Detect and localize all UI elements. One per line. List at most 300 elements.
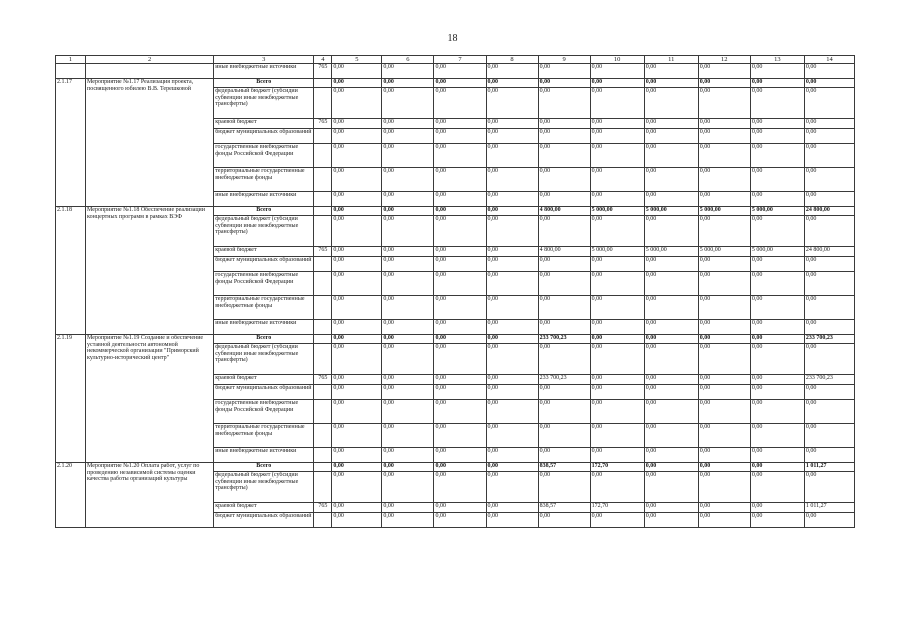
amount-cell: 5 000,00 bbox=[750, 247, 804, 257]
amount-cell: 0,00 bbox=[698, 335, 750, 344]
measure-name: Мероприятие №1.19 Создание и обеспечение уставной деятельности автономной некоммерческой организации "Приморский культурно-исторический центр" bbox=[86, 335, 214, 463]
amount-cell: 0,00 bbox=[538, 472, 590, 503]
amount-cell: 233 700,23 bbox=[538, 335, 590, 344]
amount-cell: 0,00 bbox=[486, 472, 538, 503]
funding-source: бюджет муниципальных образований bbox=[214, 385, 314, 400]
amount-cell: 5 000,00 bbox=[698, 207, 750, 216]
amount-cell: 0,00 bbox=[698, 64, 750, 79]
amount-cell: 0,00 bbox=[486, 192, 538, 207]
amount-cell: 5 000,00 bbox=[750, 207, 804, 216]
amount-cell: 0,00 bbox=[382, 272, 434, 296]
funding-source: краевой бюджет bbox=[214, 503, 314, 513]
amount-cell: 0,00 bbox=[750, 503, 804, 513]
column-number-cell: 9 bbox=[538, 56, 590, 64]
amount-cell: 0,00 bbox=[486, 513, 538, 528]
funding-source: территориальные государственные внебюджетные фонды bbox=[214, 168, 314, 192]
grbs-code bbox=[314, 472, 332, 503]
amount-cell: 0,00 bbox=[644, 375, 698, 385]
grbs-code bbox=[314, 272, 332, 296]
amount-cell: 0,00 bbox=[804, 513, 854, 528]
amount-cell: 0,00 bbox=[434, 216, 486, 247]
amount-cell: 0,00 bbox=[644, 129, 698, 144]
amount-cell: 0,00 bbox=[804, 448, 854, 463]
column-number-cell: 1 bbox=[56, 56, 86, 64]
amount-cell: 0,00 bbox=[698, 344, 750, 375]
amount-cell: 0,00 bbox=[382, 192, 434, 207]
amount-cell: 0,00 bbox=[538, 79, 590, 88]
amount-cell: 233 700,23 bbox=[804, 335, 854, 344]
amount-cell: 0,00 bbox=[538, 129, 590, 144]
amount-cell: 0,00 bbox=[434, 192, 486, 207]
amount-cell: 0,00 bbox=[804, 272, 854, 296]
grbs-code bbox=[314, 513, 332, 528]
measure-name bbox=[86, 64, 214, 79]
amount-cell: 0,00 bbox=[698, 144, 750, 168]
amount-cell: 172,70 bbox=[590, 463, 644, 472]
amount-cell: 0,00 bbox=[750, 424, 804, 448]
amount-cell: 0,00 bbox=[382, 296, 434, 320]
column-number-cell: 6 bbox=[382, 56, 434, 64]
amount-cell: 0,00 bbox=[698, 463, 750, 472]
amount-cell: 0,00 bbox=[332, 257, 382, 272]
amount-cell: 0,00 bbox=[750, 513, 804, 528]
amount-cell: 0,00 bbox=[434, 513, 486, 528]
grbs-code: 765 bbox=[314, 119, 332, 129]
amount-cell: 0,00 bbox=[698, 272, 750, 296]
measure-code: 2.1.17 bbox=[56, 79, 86, 207]
funding-source: федеральный бюджет (субсидии субвенции иные межбюджетные трансферты) bbox=[214, 216, 314, 247]
amount-cell: 0,00 bbox=[332, 168, 382, 192]
amount-cell: 0,00 bbox=[590, 129, 644, 144]
amount-cell: 4 800,00 bbox=[538, 247, 590, 257]
amount-cell: 0,00 bbox=[590, 448, 644, 463]
amount-cell: 0,00 bbox=[644, 192, 698, 207]
amount-cell: 0,00 bbox=[434, 472, 486, 503]
amount-cell: 0,00 bbox=[382, 375, 434, 385]
amount-cell: 0,00 bbox=[538, 296, 590, 320]
amount-cell: 0,00 bbox=[382, 385, 434, 400]
amount-cell: 0,00 bbox=[332, 463, 382, 472]
amount-cell: 0,00 bbox=[750, 296, 804, 320]
amount-cell: 0,00 bbox=[698, 448, 750, 463]
amount-cell: 0,00 bbox=[644, 144, 698, 168]
funding-source: федеральный бюджет (субсидии субвенции иные межбюджетные трансферты) bbox=[214, 472, 314, 503]
amount-cell: 0,00 bbox=[434, 463, 486, 472]
amount-cell: 0,00 bbox=[590, 424, 644, 448]
amount-cell: 0,00 bbox=[538, 144, 590, 168]
amount-cell: 0,00 bbox=[382, 400, 434, 424]
amount-cell: 0,00 bbox=[382, 503, 434, 513]
amount-cell: 0,00 bbox=[538, 88, 590, 119]
amount-cell: 0,00 bbox=[434, 144, 486, 168]
amount-cell: 0,00 bbox=[434, 375, 486, 385]
grbs-code bbox=[314, 448, 332, 463]
grbs-code: 765 bbox=[314, 64, 332, 79]
amount-cell: 0,00 bbox=[698, 79, 750, 88]
measure-name: Мероприятие №1.17 Реализация проекта, посвященного юбилею В.В. Терешковой bbox=[86, 79, 214, 207]
column-number-cell: 7 bbox=[434, 56, 486, 64]
amount-cell: 0,00 bbox=[332, 119, 382, 129]
measure-code: 2.1.19 bbox=[56, 335, 86, 463]
total-row bbox=[56, 463, 855, 472]
grbs-code bbox=[314, 88, 332, 119]
amount-cell: 0,00 bbox=[538, 400, 590, 424]
amount-cell: 0,00 bbox=[804, 472, 854, 503]
amount-cell: 0,00 bbox=[804, 192, 854, 207]
funding-source: иные внебюджетные источники bbox=[214, 320, 314, 335]
funding-source: иные внебюджетные источники bbox=[214, 448, 314, 463]
amount-cell: 0,00 bbox=[434, 247, 486, 257]
grbs-code bbox=[314, 385, 332, 400]
amount-cell: 0,00 bbox=[698, 257, 750, 272]
amount-cell: 0,00 bbox=[486, 207, 538, 216]
grbs-code bbox=[314, 216, 332, 247]
amount-cell: 0,00 bbox=[332, 385, 382, 400]
total-row bbox=[56, 335, 855, 344]
amount-cell: 0,00 bbox=[750, 88, 804, 119]
amount-cell: 0,00 bbox=[486, 375, 538, 385]
amount-cell: 838,57 bbox=[538, 463, 590, 472]
grbs-code: 765 bbox=[314, 375, 332, 385]
amount-cell: 0,00 bbox=[434, 88, 486, 119]
amount-cell: 0,00 bbox=[644, 335, 698, 344]
column-number-cell: 11 bbox=[644, 56, 698, 64]
amount-cell: 0,00 bbox=[486, 463, 538, 472]
amount-cell: 0,00 bbox=[434, 168, 486, 192]
amount-cell: 0,00 bbox=[698, 216, 750, 247]
amount-cell: 0,00 bbox=[434, 64, 486, 79]
amount-cell: 0,00 bbox=[804, 144, 854, 168]
column-number-cell: 3 bbox=[214, 56, 314, 64]
amount-cell: 0,00 bbox=[590, 144, 644, 168]
amount-cell: 4 800,00 bbox=[538, 207, 590, 216]
amount-cell: 0,00 bbox=[698, 375, 750, 385]
amount-cell: 0,00 bbox=[698, 320, 750, 335]
amount-cell: 0,00 bbox=[486, 344, 538, 375]
amount-cell: 0,00 bbox=[486, 272, 538, 296]
funding-source: иные внебюджетные источники bbox=[214, 64, 314, 79]
amount-cell: 0,00 bbox=[644, 296, 698, 320]
column-number-cell: 4 bbox=[314, 56, 332, 64]
amount-cell: 0,00 bbox=[486, 257, 538, 272]
amount-cell: 0,00 bbox=[382, 247, 434, 257]
amount-cell: 0,00 bbox=[590, 216, 644, 247]
amount-cell: 5 000,00 bbox=[590, 207, 644, 216]
amount-cell: 0,00 bbox=[434, 257, 486, 272]
amount-cell: 0,00 bbox=[698, 129, 750, 144]
amount-cell: 0,00 bbox=[698, 168, 750, 192]
amount-cell: 0,00 bbox=[332, 207, 382, 216]
amount-cell: 0,00 bbox=[750, 192, 804, 207]
amount-cell: 0,00 bbox=[486, 216, 538, 247]
amount-cell: 0,00 bbox=[698, 472, 750, 503]
amount-cell: 0,00 bbox=[538, 513, 590, 528]
amount-cell: 0,00 bbox=[644, 257, 698, 272]
funding-source: иные внебюджетные источники bbox=[214, 192, 314, 207]
amount-cell: 838,57 bbox=[538, 503, 590, 513]
amount-cell: 0,00 bbox=[382, 168, 434, 192]
amount-cell: 0,00 bbox=[590, 385, 644, 400]
amount-cell: 0,00 bbox=[804, 168, 854, 192]
grbs-code bbox=[314, 207, 332, 216]
amount-cell: 0,00 bbox=[486, 424, 538, 448]
amount-cell: 0,00 bbox=[590, 272, 644, 296]
amount-cell: 0,00 bbox=[434, 119, 486, 129]
amount-cell: 0,00 bbox=[382, 472, 434, 503]
amount-cell: 0,00 bbox=[750, 64, 804, 79]
amount-cell: 0,00 bbox=[382, 335, 434, 344]
amount-cell: 0,00 bbox=[804, 344, 854, 375]
funding-source: бюджет муниципальных образований bbox=[214, 513, 314, 528]
funding-source: федеральный бюджет (субсидии субвенции иные межбюджетные трансферты) bbox=[214, 344, 314, 375]
amount-cell: 0,00 bbox=[644, 463, 698, 472]
amount-cell: 0,00 bbox=[538, 216, 590, 247]
amount-cell: 0,00 bbox=[750, 448, 804, 463]
amount-cell: 0,00 bbox=[644, 119, 698, 129]
funding-source: территориальные государственные внебюджетные фонды bbox=[214, 424, 314, 448]
measure-code: 2.1.20 bbox=[56, 463, 86, 528]
amount-cell: 0,00 bbox=[644, 400, 698, 424]
amount-cell: 0,00 bbox=[332, 88, 382, 119]
amount-cell: 0,00 bbox=[698, 503, 750, 513]
amount-cell: 0,00 bbox=[804, 257, 854, 272]
amount-cell: 0,00 bbox=[698, 192, 750, 207]
amount-cell: 0,00 bbox=[382, 344, 434, 375]
amount-cell: 0,00 bbox=[698, 424, 750, 448]
amount-cell: 0,00 bbox=[486, 400, 538, 424]
amount-cell: 0,00 bbox=[434, 272, 486, 296]
amount-cell: 0,00 bbox=[590, 168, 644, 192]
amount-cell: 0,00 bbox=[382, 207, 434, 216]
amount-cell: 0,00 bbox=[486, 79, 538, 88]
amount-cell: 0,00 bbox=[332, 448, 382, 463]
amount-cell: 0,00 bbox=[382, 119, 434, 129]
amount-cell: 0,00 bbox=[804, 320, 854, 335]
funding-source: территориальные государственные внебюджетные фонды bbox=[214, 296, 314, 320]
amount-cell: 0,00 bbox=[486, 335, 538, 344]
grbs-code bbox=[314, 129, 332, 144]
amount-cell: 0,00 bbox=[644, 424, 698, 448]
amount-cell: 0,00 bbox=[486, 144, 538, 168]
column-number-cell: 12 bbox=[698, 56, 750, 64]
amount-cell: 0,00 bbox=[750, 385, 804, 400]
grbs-code bbox=[314, 257, 332, 272]
amount-cell: 0,00 bbox=[750, 335, 804, 344]
funding-source: государственные внебюджетные фонды Российской Федерации bbox=[214, 144, 314, 168]
table-row bbox=[56, 64, 855, 79]
funding-source: бюджет муниципальных образований bbox=[214, 129, 314, 144]
amount-cell: 0,00 bbox=[804, 129, 854, 144]
funding-source: краевой бюджет bbox=[214, 247, 314, 257]
amount-cell: 0,00 bbox=[332, 144, 382, 168]
funding-source: Всего bbox=[214, 463, 314, 472]
amount-cell: 0,00 bbox=[698, 296, 750, 320]
amount-cell: 0,00 bbox=[644, 168, 698, 192]
budget-table bbox=[55, 55, 855, 528]
amount-cell: 0,00 bbox=[382, 144, 434, 168]
amount-cell: 0,00 bbox=[382, 463, 434, 472]
amount-cell: 5 000,00 bbox=[590, 247, 644, 257]
amount-cell: 0,00 bbox=[644, 513, 698, 528]
column-number-cell: 5 bbox=[332, 56, 382, 64]
amount-cell: 0,00 bbox=[486, 448, 538, 463]
amount-cell: 1 011,27 bbox=[804, 463, 854, 472]
grbs-code bbox=[314, 335, 332, 344]
column-number-cell: 14 bbox=[804, 56, 854, 64]
funding-source: федеральный бюджет (субсидии субвенции иные межбюджетные трансферты) bbox=[214, 88, 314, 119]
amount-cell: 0,00 bbox=[486, 247, 538, 257]
amount-cell: 0,00 bbox=[804, 88, 854, 119]
amount-cell: 0,00 bbox=[590, 257, 644, 272]
amount-cell: 0,00 bbox=[332, 64, 382, 79]
grbs-code bbox=[314, 79, 332, 88]
amount-cell: 5 000,00 bbox=[698, 247, 750, 257]
grbs-code bbox=[314, 463, 332, 472]
amount-cell: 0,00 bbox=[750, 272, 804, 296]
amount-cell: 0,00 bbox=[332, 472, 382, 503]
funding-source: Всего bbox=[214, 79, 314, 88]
amount-cell: 0,00 bbox=[644, 272, 698, 296]
funding-source: бюджет муниципальных образований bbox=[214, 257, 314, 272]
amount-cell: 0,00 bbox=[644, 79, 698, 88]
amount-cell: 0,00 bbox=[590, 192, 644, 207]
amount-cell: 0,00 bbox=[698, 400, 750, 424]
amount-cell: 0,00 bbox=[804, 64, 854, 79]
amount-cell: 0,00 bbox=[538, 64, 590, 79]
grbs-code: 765 bbox=[314, 247, 332, 257]
amount-cell: 24 800,00 bbox=[804, 207, 854, 216]
amount-cell: 0,00 bbox=[644, 64, 698, 79]
grbs-code bbox=[314, 192, 332, 207]
amount-cell: 0,00 bbox=[434, 344, 486, 375]
funding-source: краевой бюджет bbox=[214, 375, 314, 385]
amount-cell: 0,00 bbox=[750, 129, 804, 144]
amount-cell: 0,00 bbox=[804, 385, 854, 400]
amount-cell: 0,00 bbox=[750, 119, 804, 129]
amount-cell: 0,00 bbox=[434, 296, 486, 320]
funding-source: государственные внебюджетные фонды Российской Федерации bbox=[214, 400, 314, 424]
amount-cell: 0,00 bbox=[332, 272, 382, 296]
amount-cell: 172,70 bbox=[590, 503, 644, 513]
measure-name: Мероприятие №1.18 Обеспечение реализации концертных программ в рамках ВЭФ bbox=[86, 207, 214, 335]
amount-cell: 0,00 bbox=[434, 424, 486, 448]
amount-cell: 0,00 bbox=[538, 168, 590, 192]
amount-cell: 0,00 bbox=[332, 296, 382, 320]
amount-cell: 0,00 bbox=[382, 79, 434, 88]
grbs-code bbox=[314, 144, 332, 168]
amount-cell: 0,00 bbox=[382, 129, 434, 144]
amount-cell: 0,00 bbox=[590, 335, 644, 344]
amount-cell: 0,00 bbox=[434, 335, 486, 344]
amount-cell: 0,00 bbox=[750, 400, 804, 424]
amount-cell: 0,00 bbox=[698, 513, 750, 528]
column-number-cell: 8 bbox=[486, 56, 538, 64]
amount-cell: 0,00 bbox=[644, 472, 698, 503]
amount-cell: 0,00 bbox=[698, 119, 750, 129]
amount-cell: 0,00 bbox=[332, 129, 382, 144]
grbs-code bbox=[314, 296, 332, 320]
amount-cell: 0,00 bbox=[590, 119, 644, 129]
amount-cell: 0,00 bbox=[804, 296, 854, 320]
amount-cell: 0,00 bbox=[750, 216, 804, 247]
amount-cell: 0,00 bbox=[750, 144, 804, 168]
amount-cell: 0,00 bbox=[750, 344, 804, 375]
amount-cell: 0,00 bbox=[486, 320, 538, 335]
grbs-code: 765 bbox=[314, 503, 332, 513]
amount-cell: 0,00 bbox=[538, 320, 590, 335]
amount-cell: 0,00 bbox=[332, 247, 382, 257]
amount-cell: 0,00 bbox=[538, 344, 590, 375]
amount-cell: 0,00 bbox=[590, 375, 644, 385]
amount-cell: 0,00 bbox=[538, 448, 590, 463]
amount-cell: 0,00 bbox=[644, 216, 698, 247]
amount-cell: 0,00 bbox=[590, 64, 644, 79]
amount-cell: 0,00 bbox=[382, 64, 434, 79]
funding-source: Всего bbox=[214, 207, 314, 216]
amount-cell: 0,00 bbox=[382, 88, 434, 119]
amount-cell: 0,00 bbox=[538, 424, 590, 448]
amount-cell: 0,00 bbox=[644, 344, 698, 375]
amount-cell: 0,00 bbox=[434, 385, 486, 400]
amount-cell: 0,00 bbox=[804, 216, 854, 247]
measure-name: Мероприятие №1.20 Оплата работ, услуг по проведению независимой системы оценки качества работы организаций культуры bbox=[86, 463, 214, 528]
amount-cell: 233 700,23 bbox=[538, 375, 590, 385]
amount-cell: 0,00 bbox=[804, 119, 854, 129]
amount-cell: 0,00 bbox=[590, 88, 644, 119]
grbs-code bbox=[314, 344, 332, 375]
amount-cell: 0,00 bbox=[382, 448, 434, 463]
amount-cell: 0,00 bbox=[804, 424, 854, 448]
amount-cell: 0,00 bbox=[538, 119, 590, 129]
amount-cell: 0,00 bbox=[538, 257, 590, 272]
amount-cell: 0,00 bbox=[382, 424, 434, 448]
amount-cell: 0,00 bbox=[750, 463, 804, 472]
amount-cell: 0,00 bbox=[644, 88, 698, 119]
amount-cell: 0,00 bbox=[332, 192, 382, 207]
amount-cell: 0,00 bbox=[750, 375, 804, 385]
amount-cell: 0,00 bbox=[750, 257, 804, 272]
amount-cell: 0,00 bbox=[698, 385, 750, 400]
amount-cell: 0,00 bbox=[332, 344, 382, 375]
amount-cell: 0,00 bbox=[434, 129, 486, 144]
amount-cell: 1 011,27 bbox=[804, 503, 854, 513]
grbs-code bbox=[314, 400, 332, 424]
amount-cell: 0,00 bbox=[590, 472, 644, 503]
amount-cell: 0,00 bbox=[382, 216, 434, 247]
amount-cell: 0,00 bbox=[382, 513, 434, 528]
amount-cell: 0,00 bbox=[486, 119, 538, 129]
amount-cell: 0,00 bbox=[332, 79, 382, 88]
amount-cell: 0,00 bbox=[486, 296, 538, 320]
amount-cell: 0,00 bbox=[644, 385, 698, 400]
amount-cell: 0,00 bbox=[332, 216, 382, 247]
grbs-code bbox=[314, 320, 332, 335]
amount-cell: 0,00 bbox=[538, 192, 590, 207]
measure-code: 2.1.18 bbox=[56, 207, 86, 335]
measure-code bbox=[56, 64, 86, 79]
amount-cell: 0,00 bbox=[434, 207, 486, 216]
amount-cell: 0,00 bbox=[332, 320, 382, 335]
amount-cell: 0,00 bbox=[590, 400, 644, 424]
amount-cell: 0,00 bbox=[434, 79, 486, 88]
amount-cell: 5 000,00 bbox=[644, 247, 698, 257]
amount-cell: 0,00 bbox=[590, 320, 644, 335]
amount-cell: 0,00 bbox=[486, 168, 538, 192]
amount-cell: 0,00 bbox=[590, 79, 644, 88]
amount-cell: 0,00 bbox=[538, 272, 590, 296]
amount-cell: 0,00 bbox=[434, 400, 486, 424]
amount-cell: 0,00 bbox=[486, 64, 538, 79]
